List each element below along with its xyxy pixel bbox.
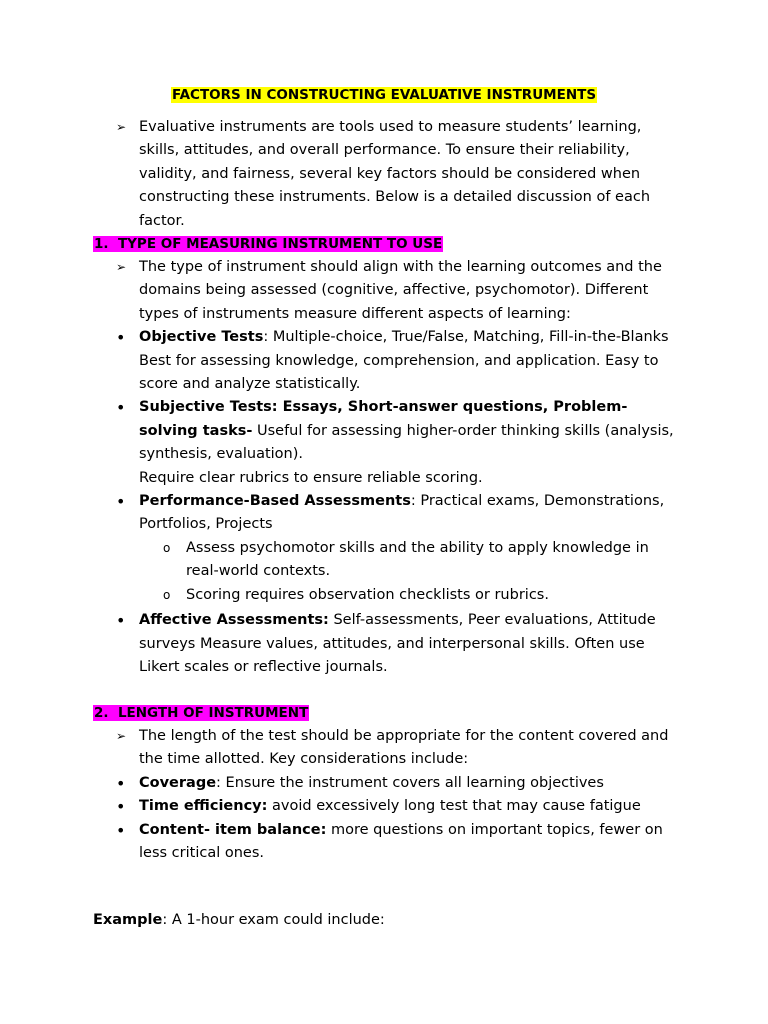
intro-block: [116, 116, 684, 233]
bullet-icon: •: [116, 398, 126, 418]
section-1-heading: [93, 236, 443, 253]
example-text: : A 1-hour exam could include:: [162, 912, 385, 928]
subjective-text-2: Require clear rubrics to ensure reliable scoring.: [139, 469, 483, 486]
section-1-intro-item: [116, 256, 684, 326]
list-item-time-efficiency: [116, 795, 684, 818]
section-2-heading: [93, 705, 309, 722]
circle-bullet-icon: o: [163, 540, 171, 555]
example-line: [93, 909, 385, 932]
section-2-body: [116, 725, 684, 865]
list-item-affective: [116, 609, 684, 679]
sub-item-scoring: [116, 584, 684, 607]
sub-item-psychomotor: [116, 537, 684, 584]
subjective-label: Subjective Tests: Essays, Short-answer questions, Problem-solving tasks-: [139, 399, 628, 439]
section-2-number: 2.: [94, 705, 109, 721]
bullet-icon: •: [116, 611, 126, 631]
arrow-bullet-icon: ➢: [116, 729, 127, 743]
section-1-number: 1.: [94, 236, 109, 252]
performance-sub-1: Assess psychomotor skills and the ability to apply knowledge in real-world contexts.: [186, 539, 649, 580]
time-text: avoid excessively long test that may cause fatigue: [267, 798, 641, 815]
document-title: [0, 86, 768, 104]
bullet-icon: •: [116, 797, 126, 817]
section-1-intro-text: The type of instrument should align with the learning outcomes and the domains being assessed (cognitive, affective, psychomotor). Different types of instruments measure different aspects of learning:: [139, 259, 662, 322]
list-item-content-balance: [116, 819, 684, 866]
section-2-title: LENGTH OF INSTRUMENT: [117, 705, 309, 721]
bullet-icon: •: [116, 492, 126, 512]
intro-text: Evaluative instruments are tools used to measure students’ learning, skills, attitudes, and overall performance. To ensure their reliability, validity, and fairness, several key factors should be considered when constructing these instruments. Below is a detailed discussion of each factor.: [139, 119, 651, 229]
list-item-subjective: [116, 396, 684, 490]
subjective-text: Useful for assessing higher-order thinking skills (analysis, synthesis, evaluation).: [139, 422, 674, 463]
bullet-icon: •: [116, 773, 126, 793]
coverage-text: : Ensure the instrument covers all learning objectives: [216, 774, 604, 791]
time-label: Time efficiency:: [139, 798, 268, 815]
section-2-intro-item: [116, 725, 684, 772]
arrow-bullet-icon: ➢: [116, 260, 127, 274]
section-2-intro-text: The length of the test should be appropriate for the content covered and the time allotted. Key considerations include:: [139, 728, 669, 768]
objective-label: Objective Tests: [139, 329, 264, 346]
section-1-title: TYPE OF MEASURING INSTRUMENT TO USE: [117, 236, 443, 252]
affective-label: Affective Assessments:: [139, 612, 329, 629]
circle-bullet-icon: o: [163, 587, 171, 602]
list-item-coverage: [116, 772, 684, 795]
performance-label: Performance-Based Assessments: [139, 493, 411, 510]
coverage-label: Coverage: [139, 774, 217, 791]
title-text: FACTORS IN CONSTRUCTING EVALUATIVE INSTRUMENTS: [171, 87, 597, 103]
list-item-objective: [116, 326, 684, 396]
bullet-icon: •: [116, 328, 126, 348]
arrow-bullet-icon: ➢: [116, 120, 127, 134]
affective-text: Self-assessments, Peer evaluations, Attitude surveys Measure values, attitudes, and interpersonal skills. Often use Likert scales or reflective journals.: [139, 612, 656, 675]
list-item-performance: [116, 490, 684, 537]
example-label: Example: [93, 912, 163, 928]
section-1-body: [116, 256, 684, 679]
intro-item: [116, 116, 684, 233]
performance-sub-2: Scoring requires observation checklists or rubrics.: [186, 586, 549, 603]
bullet-icon: •: [116, 820, 126, 840]
balance-label: Content- item balance:: [139, 821, 327, 838]
objective-text: : Multiple-choice, True/False, Matching, Fill-in-the-Blanks Best for assessing knowledge, comprehension, and application. Easy to score and analyze statistically.: [139, 329, 669, 393]
balance-text: more questions on important topics, fewer on less critical ones.: [139, 821, 663, 862]
performance-text: : Practical exams, Demonstrations, Portfolios, Projects: [139, 493, 665, 533]
